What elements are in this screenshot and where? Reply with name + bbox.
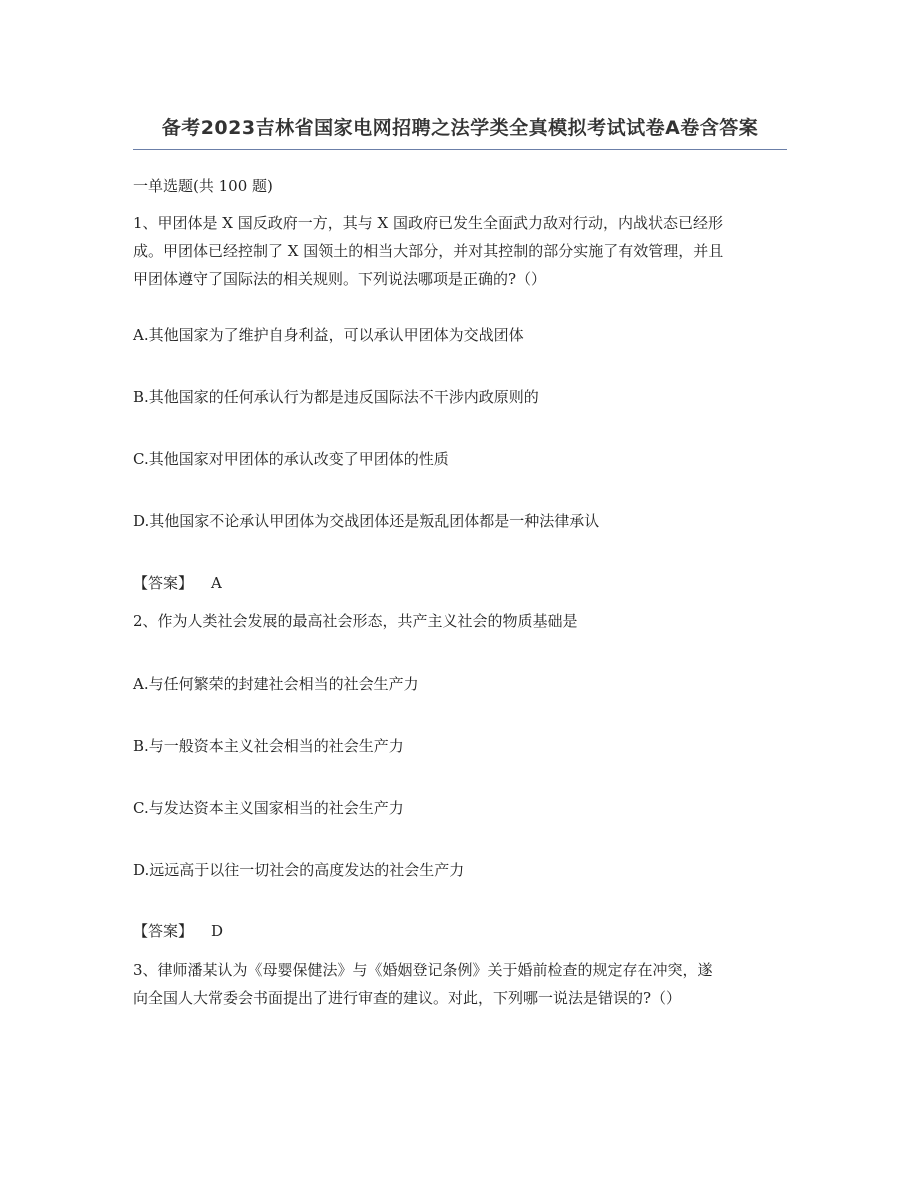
answer-value: A: [211, 574, 222, 592]
question-1-answer: [133, 569, 793, 597]
answer-label: 【答案】: [133, 574, 194, 592]
question-1-line-2: 成。甲团体已经控制了 X 国领土的相当大部分，并对其控制的部分实施了有效管理，并且: [133, 242, 724, 260]
title-divider: [133, 149, 787, 150]
question-3-line-1: 3、律师潘某认为《母婴保健法》与《婚姻登记条例》关于婚前检查的规定存在冲突，遂: [133, 961, 713, 979]
question-2-line-1: 2、作为人类社会发展的最高社会形态，共产主义社会的物质基础是: [133, 612, 578, 630]
question-2-answer: [133, 917, 793, 945]
question-1-option-d: D.其他国家不论承认甲团体为交战团体还是叛乱团体都是一种法律承认: [133, 512, 600, 530]
question-1-option-c: C.其他国家对甲团体的承认改变了甲团体的性质: [133, 450, 449, 468]
question-2-option-b: B.与一般资本主义社会相当的社会生产力: [133, 737, 404, 755]
question-1-line-3: 甲团体遵守了国际法的相关规则。下列说法哪项是正确的?（）: [133, 270, 547, 288]
answer-value: D: [211, 922, 224, 940]
question-1-option-b: B.其他国家的任何承认行为都是违反国际法不干涉内政原则的: [133, 388, 539, 406]
question-1-option-a: A.其他国家为了维护自身利益，可以承认甲团体为交战团体: [133, 326, 524, 344]
question-1-line-1: 1、甲团体是 X 国反政府一方，其与 X 国政府已发生全面武力敌对行动，内战状态已经形: [133, 214, 723, 232]
answer-label: 【答案】: [133, 922, 194, 940]
question-2-option-d: D.远远高于以往一切社会的高度发达的社会生产力: [133, 861, 465, 879]
question-3-line-2: 向全国人大常委会书面提出了进行审查的建议。对此，下列哪一说法是错误的?（）: [133, 989, 682, 1007]
section-heading: 一单选题(共 100 题): [133, 177, 273, 195]
question-2-option-c: C.与发达资本主义国家相当的社会生产力: [133, 799, 404, 817]
page-title: 备考2023吉林省国家电网招聘之法学类全真模拟考试试卷A卷含答案: [161, 117, 759, 139]
question-2-option-a: A.与任何繁荣的封建社会相当的社会生产力: [133, 675, 419, 693]
